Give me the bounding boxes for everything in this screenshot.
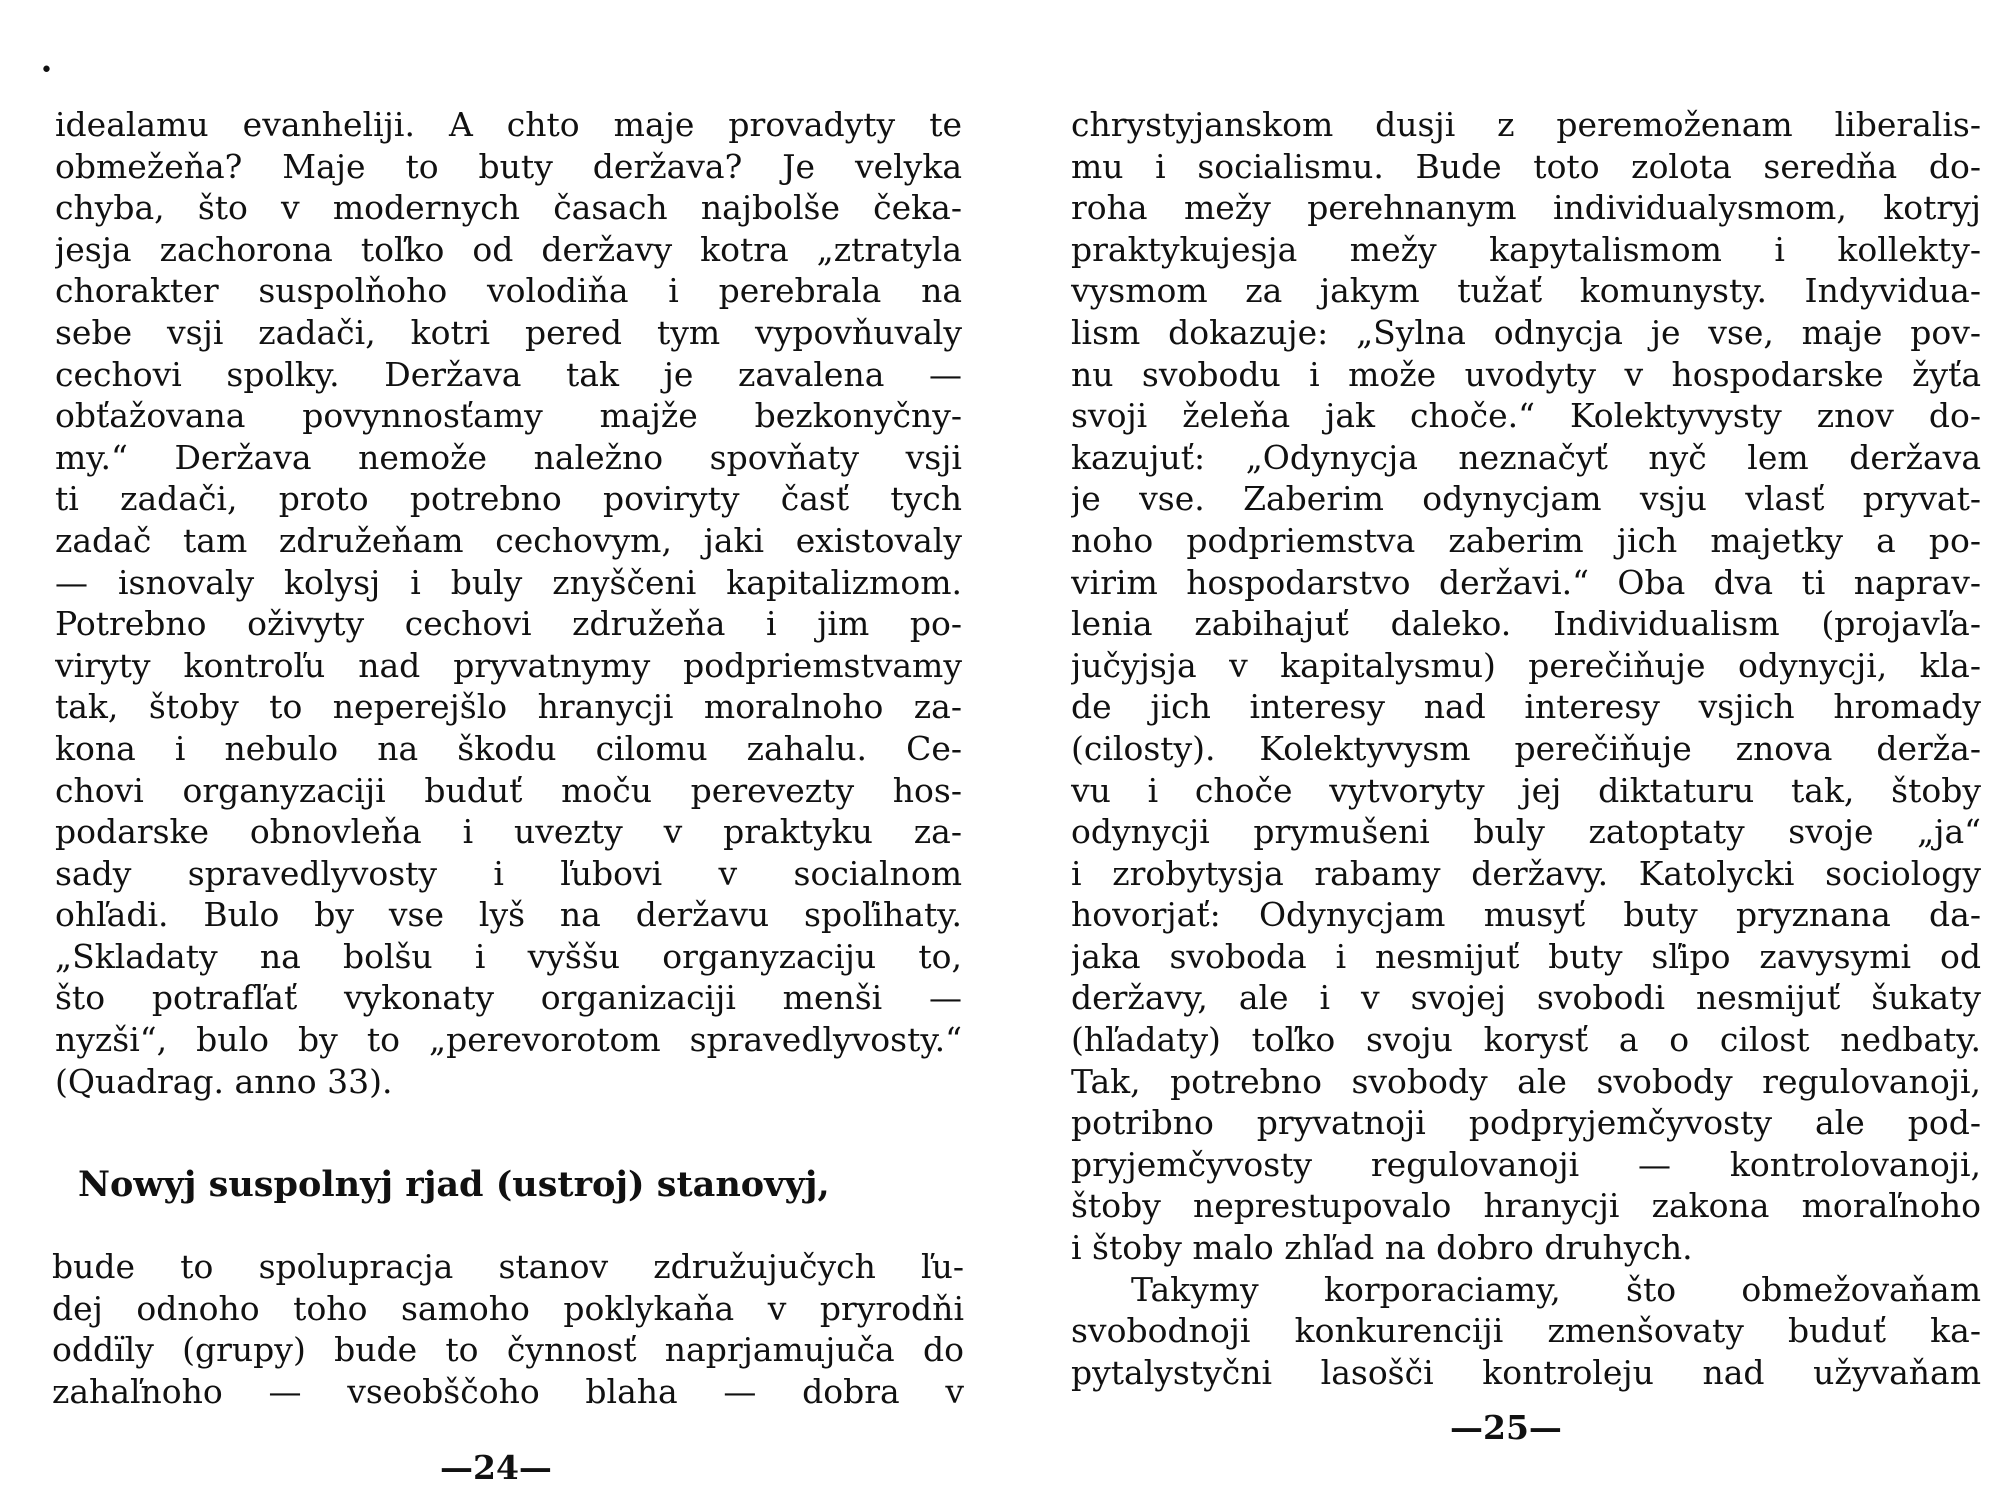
text-line: svoji želeňa jak choče.“ Kolektyvysty znov do-: [1071, 396, 1981, 436]
text-line: idealamu evanheliji. A chto maje provadyty te: [55, 105, 962, 144]
text-line: hovorjať: Odynycjam musyť buty pryznana da-: [1071, 895, 1981, 935]
text-line: jučyjsja v kapitalysmu) perečiňuje odynycji, kla-: [1071, 645, 1981, 685]
text-line: štoby neprestupovalo hranycji zakona moraľnoho: [1071, 1186, 1981, 1226]
text-line: vu i choče vytvoryty jej diktaturu tak, štoby: [1071, 770, 1981, 810]
text-line: tak, štoby to neperejšlo hranycji moralnoho za-: [55, 687, 962, 727]
text-line: ohľadi. Bulo by vse lyš na deržavu spoľihaty.: [55, 895, 962, 935]
text-line: pryjemčyvosty regulovanoji — kontrolovanoji,: [1071, 1144, 1981, 1184]
text-line: praktykujesja mežy kapytalismom i kollekty-: [1071, 229, 1981, 269]
text-line: što potrafľať vykonaty organizaciji menši —: [55, 978, 962, 1018]
page-number-right: —25—: [1450, 1408, 1562, 1447]
page-mark: •: [40, 58, 53, 83]
text-line: (cilosty). Kolektyvysm perečiňuje znova derža-: [1071, 728, 1981, 768]
text-line: lenia zabihajuť daleko. Individualism (projavľa-: [1071, 604, 1981, 644]
left-page-text: [55, 104, 962, 1102]
text-line: sady spravedlyvosty i ľubovi v socialnom: [55, 853, 962, 893]
text-line: obmežeňa? Maje to buty deržava? Je velyka: [55, 146, 962, 186]
text-line: kazujuť: „Odynycja neznačyť nyč lem deržava: [1071, 437, 1981, 477]
right-page-text: [1071, 104, 1981, 1393]
text-line: chorakter suspolňoho volodiňa i perebrala na: [55, 271, 962, 311]
left-page: [0, 0, 1000, 1500]
text-line: (hľadaty) toľko svoju korysť a o cilost nedbaty.: [1071, 1020, 1981, 1060]
text-line: podarske obnovleňa i uvezty v praktyku za-: [55, 812, 962, 852]
text-line: my.“ Deržava nemože naležno spovňaty vsji: [55, 437, 962, 477]
text-line: chyba, što v modernych časach najbolše čeka-: [55, 188, 962, 228]
text-line: odynycji prymušeni buly zatoptaty svoje „ja“: [1071, 812, 1981, 852]
text-line: dej odnoho toho samoho poklykaňa v pryrodňi: [52, 1288, 964, 1328]
text-line: Takymy korporaciamy, što obmežovaňam: [1131, 1269, 1981, 1309]
text-line: i zrobytysja rabamy deržavy. Katolycki sociology: [1071, 853, 1981, 893]
text-line: Potrebno oživyty cechovi združeňa i jim po-: [55, 604, 962, 644]
text-line: jesja zachorona toľko od deržavy kotra „ztratyla: [55, 229, 962, 269]
text-line: mu i socialismu. Bude toto zolota seredňa do-: [1071, 146, 1981, 186]
text-line: svobodnoji konkurenciji zmenšovaty buduť ka-: [1071, 1311, 1981, 1351]
text-line: „Skladaty na bolšu i vyššu organyzaciju to,: [55, 936, 962, 976]
text-line: potribno pryvatnoji podpryjemčyvosty ale pod-: [1071, 1103, 1981, 1143]
text-line: zahaľnoho — vseobščoho blaha — dobra v: [52, 1371, 964, 1411]
text-line: i štoby malo zhľad na dobro druhych.: [1071, 1228, 1693, 1268]
text-line: obťažovana povynnosťamy majže bezkonyčny-: [55, 396, 962, 436]
text-line: chovi organyzaciji buduť moču perevezty hos-: [55, 770, 962, 810]
right-page: [1000, 0, 2002, 1500]
text-line: cechovi spolky. Deržava tak je zavalena —: [55, 354, 962, 394]
left-page-text-after-heading: [52, 1246, 964, 1412]
page-number-left: —24—: [440, 1448, 552, 1487]
text-line: chrystyjanskom dusji z peremoženam liberalis-: [1071, 105, 1981, 144]
text-line: noho podpriemstva zaberim jich majetky a po-: [1071, 520, 1981, 560]
text-line: virim hospodarstvo deržavi.“ Oba dva ti naprav-: [1071, 562, 1981, 602]
text-line: bude to spolupracja stanov združujučych ľu-: [52, 1247, 964, 1286]
text-line: de jich interesy nad interesy vsjich hromady: [1071, 687, 1981, 727]
text-line: nu svobodu i može uvodyty v hospodarske žyťa: [1071, 354, 1981, 394]
text-line: sebe vsji zadači, kotri pered tym vypovňuvaly: [55, 312, 962, 352]
text-line: (Quadrag. anno 33).: [55, 1061, 393, 1101]
text-line: — isnovaly kolysj i buly znyščeni kapitalizmom.: [55, 562, 962, 602]
text-line: ti zadači, proto potrebno poviryty časť tych: [55, 479, 962, 519]
text-line: viryty kontroľu nad pryvatnymy podpriemstvamy: [55, 645, 962, 685]
text-line: Tak, potrebno svobody ale svobody regulovanoji,: [1071, 1061, 1981, 1101]
section-heading: Nowyj suspolnyj rjad (ustroj) stanovyj,: [78, 1164, 830, 1205]
text-line: deržavy, ale i v svojej svobodi nesmijuť šukaty: [1071, 978, 1981, 1018]
text-line: zadač tam združeňam cechovym, jaki existovaly: [55, 520, 962, 560]
text-line: jaka svoboda i nesmijuť buty sľipo zavysymi od: [1071, 936, 1981, 976]
text-line: nyzši“, bulo by to „perevorotom spravedlyvosty.“: [55, 1020, 962, 1060]
text-line: pytalystyčni lasošči kontroleju nad užyvaňam: [1071, 1352, 1981, 1392]
text-line: kona i nebulo na škodu cilomu zahalu. Ce-: [55, 728, 962, 768]
text-line: oddïly (grupy) bude to čynnosť naprjamujuča do: [52, 1330, 964, 1370]
text-line: lism dokazuje: „Sylna odnycja je vse, maje pov-: [1071, 312, 1981, 352]
text-line: je vse. Zaberim odynycjam vsju vlasť pryvat-: [1071, 479, 1981, 519]
text-line: roha mežy perehnanym individualysmom, kotryj: [1071, 188, 1981, 228]
text-line: vysmom za jakym tužať komunysty. Indyvidua-: [1071, 271, 1981, 311]
